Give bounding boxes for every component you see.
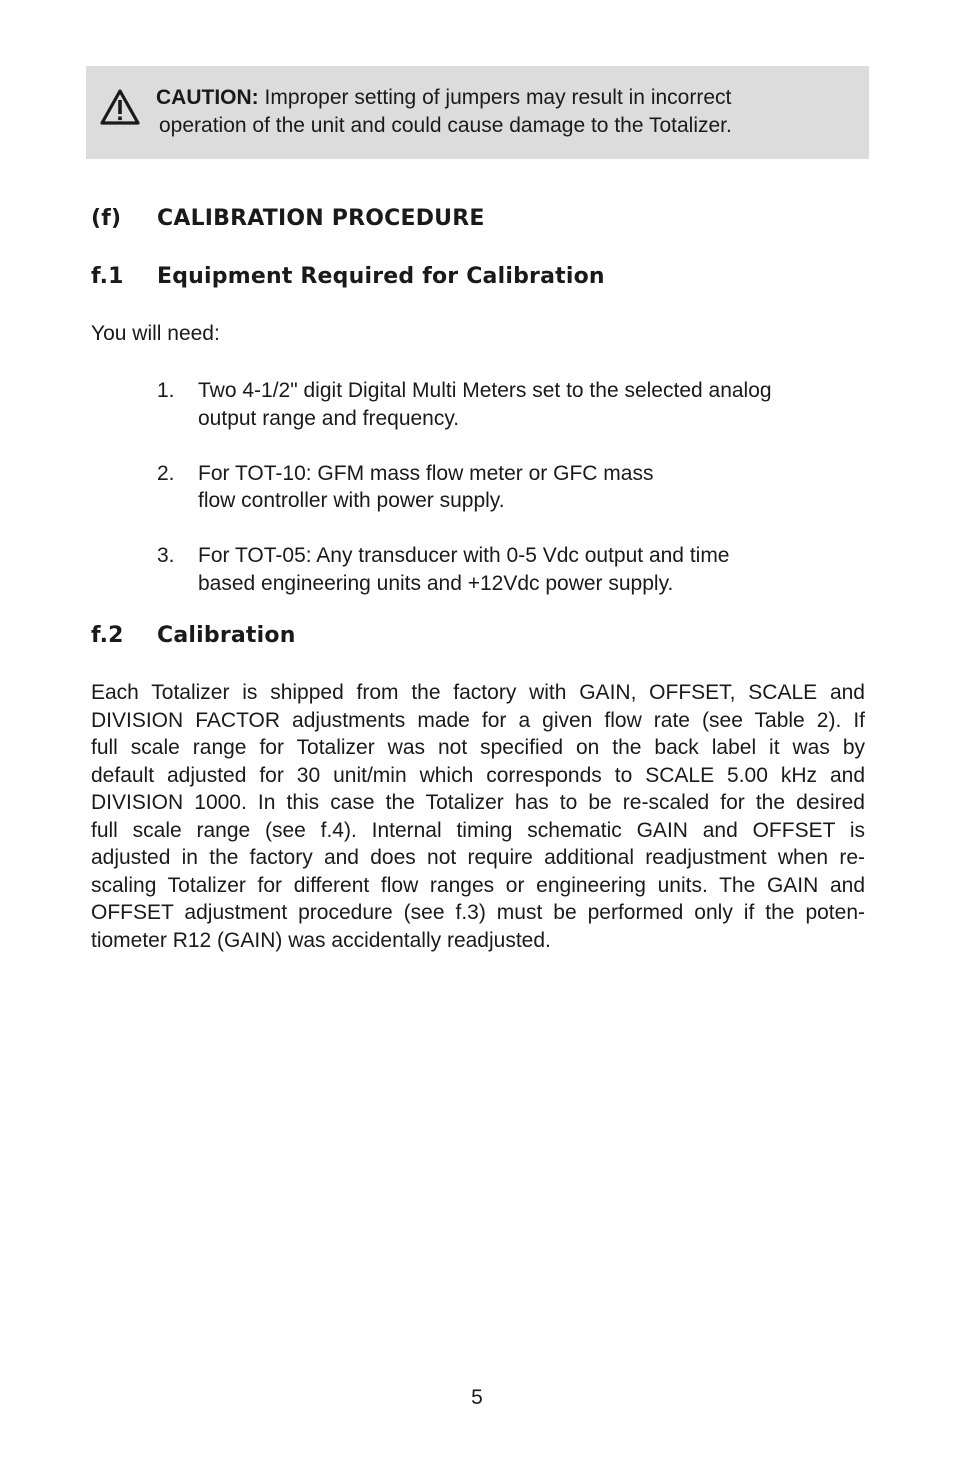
paragraph-line: DIVISION 1000. In this case the Totalizer has to be re-scaled for the desired (91, 791, 865, 814)
intro-text: You will need: (91, 322, 220, 345)
paragraph-line: DIVISION FACTOR adjustments made for a given flow rate (see Table 2). If (91, 708, 865, 732)
paragraph-line: adjusted in the factory and does not require additional readjustment when re- (91, 846, 865, 869)
section-f1-heading (91, 264, 605, 289)
section-f-title: CALIBRATION PROCEDURE (157, 206, 485, 231)
caution-label: CAUTION: (156, 86, 259, 109)
list-item (157, 542, 857, 597)
section-f1-title: Equipment Required for Calibration (157, 264, 605, 289)
list-item-line: based engineering units and +12Vdc power supply. (198, 571, 674, 595)
section-f-number: (f) (91, 206, 122, 231)
caution-box (86, 66, 869, 159)
paragraph-line: tiometer R12 (GAIN) was accidentally readjusted. (91, 928, 551, 952)
list-item-number: 2. (157, 461, 175, 485)
page-number: 5 (471, 1386, 483, 1409)
equipment-list (157, 377, 857, 625)
section-f1-number: f.1 (91, 264, 124, 289)
section-f2-number: f.2 (91, 623, 124, 648)
paragraph-line: OFFSET adjustment procedure (see f.3) must be performed only if the poten- (91, 901, 865, 924)
list-item-line: For TOT-05: Any transducer with 0-5 Vdc output and time (198, 544, 730, 567)
caution-text (156, 84, 856, 140)
list-item (157, 460, 857, 515)
list-item-line: Two 4-1/2" digit Digital Multi Meters set to the selected analog (198, 379, 772, 402)
list-item (157, 377, 857, 432)
section-f2-heading (91, 623, 296, 648)
list-item-line: flow controller with power supply. (198, 489, 505, 512)
paragraph-line: scaling Totalizer for different flow ranges or engineering units. The GAIN and (91, 873, 865, 897)
warning-triangle-icon (99, 88, 141, 126)
section-f-heading (91, 206, 485, 231)
list-item-number: 1. (157, 379, 175, 402)
calibration-paragraph (91, 679, 865, 954)
list-item-line: output range and frequency. (198, 406, 460, 430)
caution-line-2: operation of the unit and could cause damage to the Totalizer. (159, 114, 732, 137)
list-item-number: 3. (157, 544, 175, 567)
paragraph-line: full scale range for Totalizer was not specified on the back label it was by (91, 736, 865, 759)
paragraph-line: default adjusted for 30 unit/min which corresponds to SCALE 5.00 kHz and (91, 763, 865, 787)
paragraph-line: full scale range (see f.4). Internal timing schematic GAIN and OFFSET is (91, 818, 865, 842)
list-item-line: For TOT-10: GFM mass flow meter or GFC mass (198, 461, 654, 485)
section-f2-title: Calibration (157, 623, 296, 648)
caution-line-1: Improper setting of jumpers may result in incorrect (264, 86, 732, 109)
paragraph-line: Each Totalizer is shipped from the factory with GAIN, OFFSET, SCALE and (91, 681, 865, 704)
